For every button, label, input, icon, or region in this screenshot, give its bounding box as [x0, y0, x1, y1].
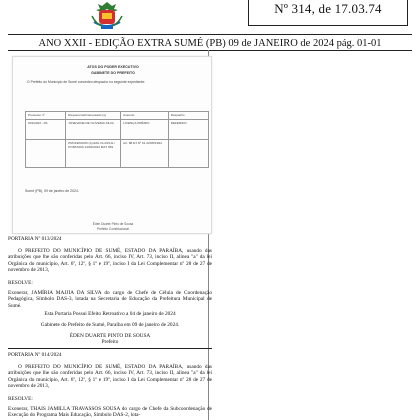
- left-column: [8, 52, 212, 420]
- portaria-13-effect: Esta Portaria Possui Efeito Retroativo a 04 de janeiro de 2024: [44, 311, 176, 317]
- header-top-rule: [8, 34, 412, 35]
- section-separator: [8, 348, 212, 349]
- scan-title: ATOS DO PODER EXECUTIVO: [87, 65, 139, 69]
- table-cell: PROFESSOR (A) EDL CLASS E / PORTARIA 14/02/2024 MAT 359: [66, 140, 121, 168]
- municipal-coat-of-arms-logo: [84, 0, 130, 30]
- dispatch-table: [25, 111, 209, 168]
- table-row: [26, 140, 209, 168]
- header-bottom-rule: [8, 50, 412, 51]
- table-header-cell: Processo nº: [26, 112, 66, 120]
- portaria-14-body: Exonerar, THAIS JAMILLA TRAVASSOS SOUSA do cargo de Chefe da Subcoordenação de Execução do Programa Mais Educação, Símbolo DAS-2, lota-: [8, 406, 212, 419]
- portaria-13-place-date: Gabinete do Prefeito de Sumé, Paraíba em 09 de janeiro de 2024.: [40, 322, 180, 328]
- portaria-13-preamble: O PREFEITO DO MUNICÍPIO DE SUMÉ, ESTADO DA PARAÍBA, usando das atribuições que lhe são conferidas pelo Art. 66, inciso IV, Art. 73, inciso II, alínea "a" da lei Orgânica do município, Art. 6º, 12º, § 1º e 19º, inciso I da Lei Complementar nº 28 de 27 de novembro de 2013,: [8, 248, 212, 273]
- portaria-13-signer-name: ÉDEN DUARTE PINTO DE SOUSA: [69, 333, 151, 339]
- portaria-13-resolve: RESOLVE:: [8, 280, 33, 286]
- table-header-cell: Requerente/Interessado (s): [66, 112, 121, 120]
- portaria-13-signer-role: Prefeito: [101, 339, 119, 345]
- table-cell: JOSEVANE DE OLIVEIRA SILVA: [66, 120, 121, 140]
- table-cell: [168, 140, 208, 168]
- portaria-14-heading: PORTARIA Nº 014/2024: [8, 352, 62, 358]
- scan-intro: O Prefeito do Município de Sumé concedeu despacho no seguinte expediente:: [27, 80, 146, 84]
- table-cell: [26, 140, 66, 168]
- scan-subtitle: GABINETE DO PREFEITO: [91, 71, 135, 75]
- scan-date: Sumé (PB), 09 de janeiro de 2024.: [25, 189, 79, 193]
- portaria-14-preamble: O PREFEITO DO MUNICÍPIO DE SUMÉ, ESTADO DA PARAÍBA, usando das atribuições que lhe são conferidas pelo Art. 66, inciso IV, Art. 73, inciso II, alínea "a" da lei Orgânica do município, Art. 6º, 12º, § 1º e 19º, inciso I da Lei Complementar nº 28 de 27 de novembro de 2013,: [8, 364, 212, 389]
- table-header-row: [26, 112, 209, 120]
- table-cell: Art. 88 RJ Nº 01 22/05/1994: [121, 140, 169, 168]
- table-cell: LICENÇA PRÊMIO: [121, 120, 169, 140]
- law-reference-box: [248, 0, 408, 26]
- table-cell: 001/2024 - PA: [26, 120, 66, 140]
- table-header-cell: Despacho: [168, 112, 208, 120]
- scan-signer-role: Prefeito Constitucional: [97, 227, 129, 231]
- table-header-cell: Assunto: [121, 112, 169, 120]
- table-cell: DEFERIDO: [168, 120, 208, 140]
- edition-line: ANO XXII - EDIÇÃO EXTRA SUMÉ (PB) 09 de JANEIRO de 2024 pág. 01-01: [38, 38, 382, 49]
- portaria-14-resolve: RESOLVE:: [8, 396, 33, 402]
- law-reference: Nº 314, de 17.03.74: [274, 1, 382, 16]
- scanned-dispatch-image: [12, 56, 212, 234]
- portaria-13-heading: PORTARIA Nº 013/2024: [8, 236, 62, 242]
- portaria-13-body: Exonerar, JAMÍRIA MAJJIA DA SILVA do cargo de Chefe de Célula de Coordenação Pedagógica, Símbolo DAS-3, lotada na Secretaria de Educação da Prefeitura Municipal de Sumé.: [8, 290, 212, 309]
- table-row: [26, 120, 209, 140]
- scan-signer-name: Éden Duarte Pinto de Sousa: [92, 222, 134, 226]
